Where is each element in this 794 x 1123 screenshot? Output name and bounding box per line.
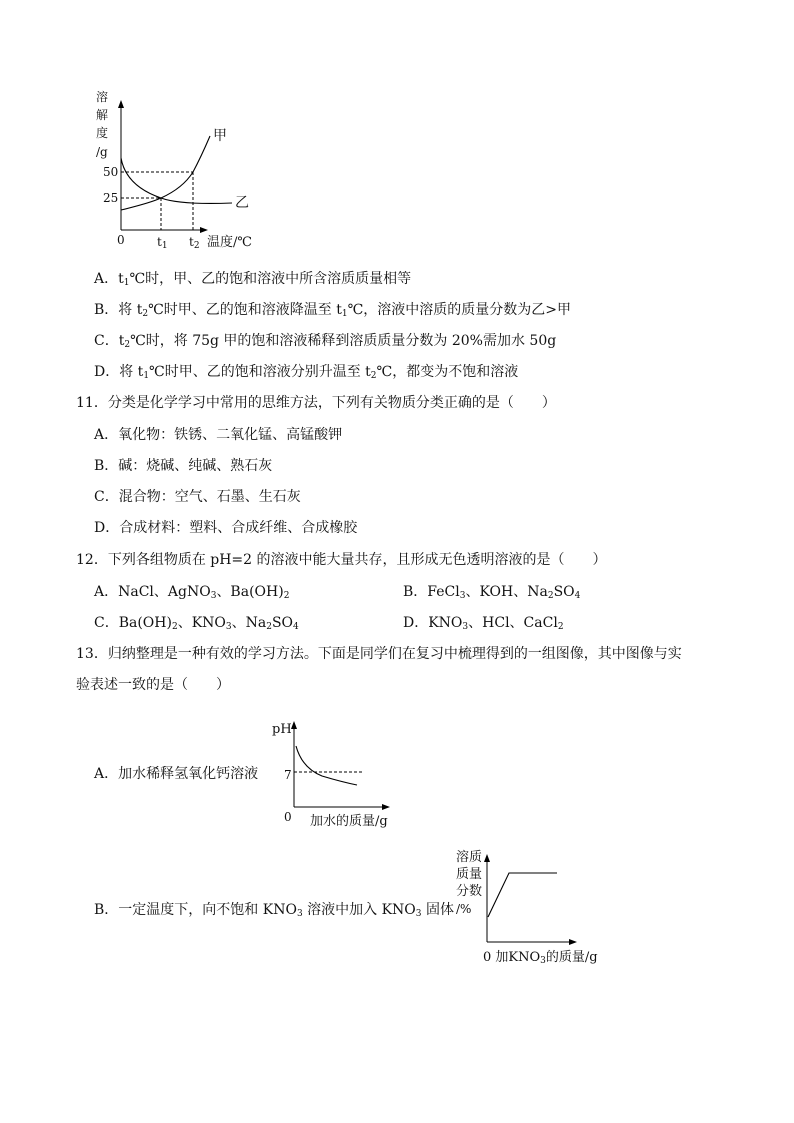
tick-50: 50 <box>103 165 119 179</box>
q12-option-a[interactable]: A．NaCl、AgNO$_3$、$Ba(OH)_2$ <box>94 584 290 601</box>
q10-option-b[interactable]: B．将 $t_2℃$时甲、乙的饱和溶液降温至 $t_1℃$，溶液中溶质的质量分数为乙>甲 <box>94 302 571 319</box>
series-label-yi: 乙 <box>235 195 249 211</box>
mf-x-label: 0 加$KNO_3$的质量/g <box>483 950 598 966</box>
ph-origin: 0 <box>284 810 292 824</box>
q10-option-d[interactable]: D．将 $t_1℃$时甲、乙的饱和溶液分别升温至 $t_2℃$，都变为不饱和溶液 <box>94 364 519 381</box>
tick-t1: $t_1$ <box>157 235 168 251</box>
y-axis-label-4: /g <box>96 145 108 159</box>
x-axis-label: 温度/℃ <box>207 235 252 250</box>
origin-label: 0 <box>117 233 125 247</box>
y-axis-label-3: 度 <box>96 126 109 140</box>
ph-tick-7: 7 <box>284 768 292 782</box>
ph-y-label: pH <box>272 722 292 737</box>
q10-option-a[interactable]: A．$t_1℃$时，甲、乙的饱和溶液中所含溶质质量相等 <box>94 271 412 288</box>
mf-y-axis-arrow <box>484 854 490 862</box>
q11-option-b[interactable]: B．碱：烧碱、纯碱、熟石灰 <box>94 458 273 474</box>
q12-stem: 12．下列各组物质在 pH=2 的溶液中能大量共存，且形成无色透明溶液的是（ ） <box>76 552 607 568</box>
mf-y-label-2: 质量 <box>456 867 483 882</box>
q10-option-c[interactable]: C．$t_2℃$时，将 75g 甲的饱和溶液稀释到溶质质量分数为 20%需加水 50g <box>94 333 557 350</box>
mf-curve <box>488 873 557 917</box>
tick-t2: $t_2$ <box>189 235 200 251</box>
q13-stem-line2: 验表述一致的是（ ） <box>76 677 230 693</box>
q13-option-a[interactable]: A．加水稀释氢氧化钙溶液 <box>94 766 259 782</box>
tick-25: 25 <box>103 191 119 205</box>
y-axis-label-2: 解 <box>96 108 109 122</box>
q11-option-c[interactable]: C．混合物：空气、石墨、生石灰 <box>94 489 301 505</box>
q12-option-c[interactable]: C．$Ba(OH)_2$、$KNO_3$、$Na_2SO_4$ <box>94 615 299 632</box>
mf-x-axis-arrow <box>569 939 577 945</box>
ph-x-label: 加水的质量/g <box>310 814 388 829</box>
series-label-jia: 甲 <box>213 128 227 144</box>
mf-y-label-3: 分数 <box>456 884 483 899</box>
q11-option-d[interactable]: D．合成材料：塑料、合成纤维、合成橡胶 <box>94 520 358 536</box>
q11-stem: 11．分类是化学学习中常用的思维方法，下列有关物质分类正确的是（ ） <box>76 395 556 411</box>
q11-option-a[interactable]: A．氧化物：铁锈、二氧化锰、高锰酸钾 <box>94 427 343 443</box>
q13-option-b[interactable]: B．一定温度下，向不饱和 $KNO_3$ 溶液中加入 $KNO_3$ 固体 <box>94 902 454 919</box>
mf-y-label-1: 溶质 <box>456 850 483 865</box>
q12-option-d[interactable]: D．$KNO_3$、HCl、CaCl$_2$ <box>403 615 564 632</box>
mf-y-label-4: /% <box>456 902 472 916</box>
q13-stem-line1: 13．归纳整理是一种有效的学习方法。下面是同学们在复习中梳理得到的一组图像，其中图像与实 <box>76 646 682 662</box>
q12-option-b[interactable]: B．FeCl$_3$、KOH、$Na_2SO_4$ <box>403 584 581 601</box>
y-axis-label-1: 溶 <box>96 90 109 104</box>
